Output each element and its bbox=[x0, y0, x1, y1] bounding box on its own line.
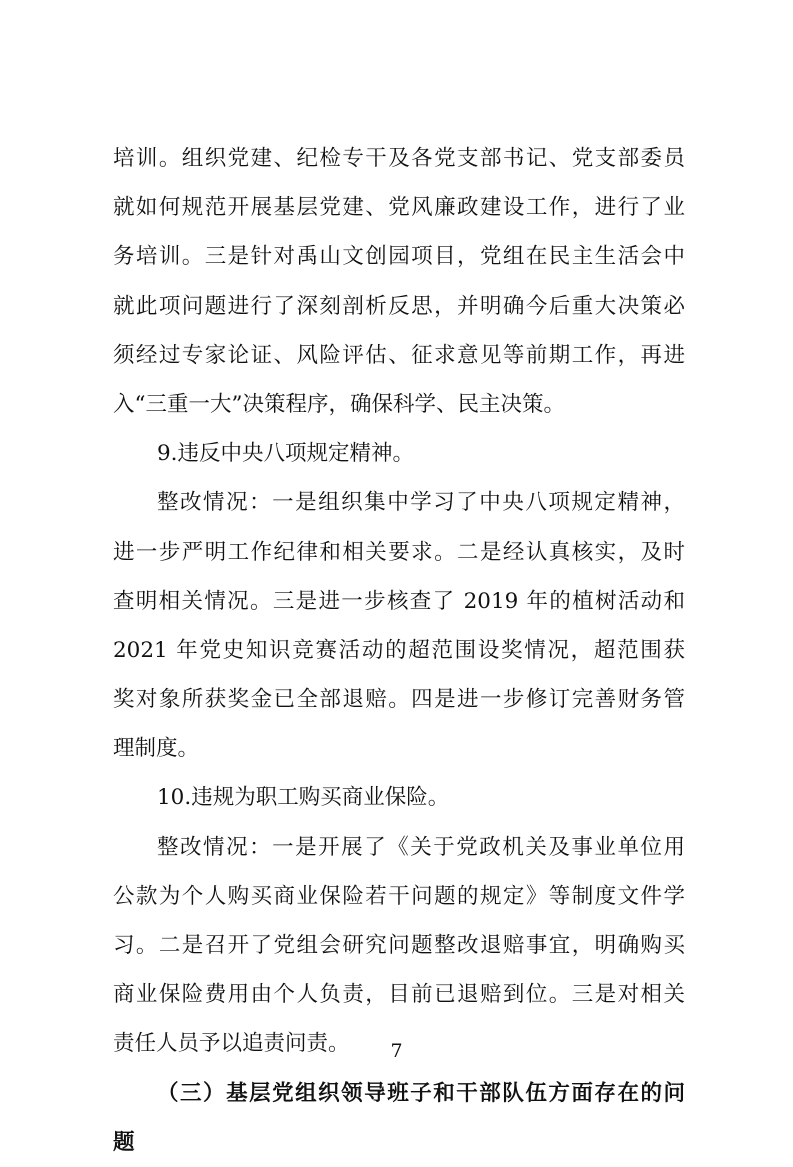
item-10-line: 习。二是召开了党组会研究问题整改退赔事宜，明确购买 bbox=[113, 933, 685, 958]
item-9-line: 整改情况：一是组织集中学习了中央八项规定精神， bbox=[157, 490, 685, 516]
paragraph-line: 务培训。三是针对禹山文创园项目，党组在民主生活会中 bbox=[113, 244, 685, 270]
section-3-heading-continued: 题 bbox=[113, 1129, 135, 1155]
item-10-line: 公款为个人购买商业保险若干问题的规定》等制度文件学 bbox=[113, 883, 685, 909]
item-10-line: 整改情况：一是开展了《关于党政机关及事业单位用 bbox=[157, 834, 685, 860]
paragraph-line: 就此项问题进行了深刻剖析反思，并明确今后重大决策必 bbox=[113, 293, 685, 319]
paragraph-line: 入“三重一大”决策程序，确保科学、民主决策。 bbox=[113, 391, 565, 417]
section-3-heading: （三）基层党组织领导班子和干部队伍方面存在的问 bbox=[157, 1080, 685, 1106]
paragraph-line: 就如何规范开展基层党建、党风廉政建设工作，进行了业 bbox=[113, 195, 685, 221]
document-body bbox=[113, 134, 685, 1167]
paragraph-line: 培训。组织党建、纪检专干及各党支部书记、党支部委员 bbox=[113, 146, 685, 171]
item-9-line: 查明相关情况。三是进一步核查了 2019 年的植树活动和 bbox=[113, 588, 685, 614]
paragraph-line: 须经过专家论证、风险评估、征求意见等前期工作，再进 bbox=[113, 342, 685, 368]
page-number: 7 bbox=[390, 1040, 403, 1062]
item-10-line: 商业保险费用由个人负责，目前已退赔到位。三是对相关 bbox=[113, 982, 685, 1008]
item-9-line: 进一步严明工作纪律和相关要求。二是经认真核实，及时 bbox=[113, 539, 685, 565]
item-9-line: 奖对象所获奖金已全部退赔。四是进一步修订完善财务管 bbox=[113, 687, 685, 713]
item-10-line: 责任人员予以追责问责。 bbox=[113, 1031, 350, 1057]
item-9-line: 理制度。 bbox=[113, 736, 200, 762]
item-9-line: 2021 年党史知识竞赛活动的超范围设奖情况，超范围获 bbox=[113, 637, 685, 663]
item-9-title: 9.违反中央八项规定精神。 bbox=[157, 441, 415, 467]
item-10-title: 10.违规为职工购买商业保险。 bbox=[157, 785, 450, 811]
